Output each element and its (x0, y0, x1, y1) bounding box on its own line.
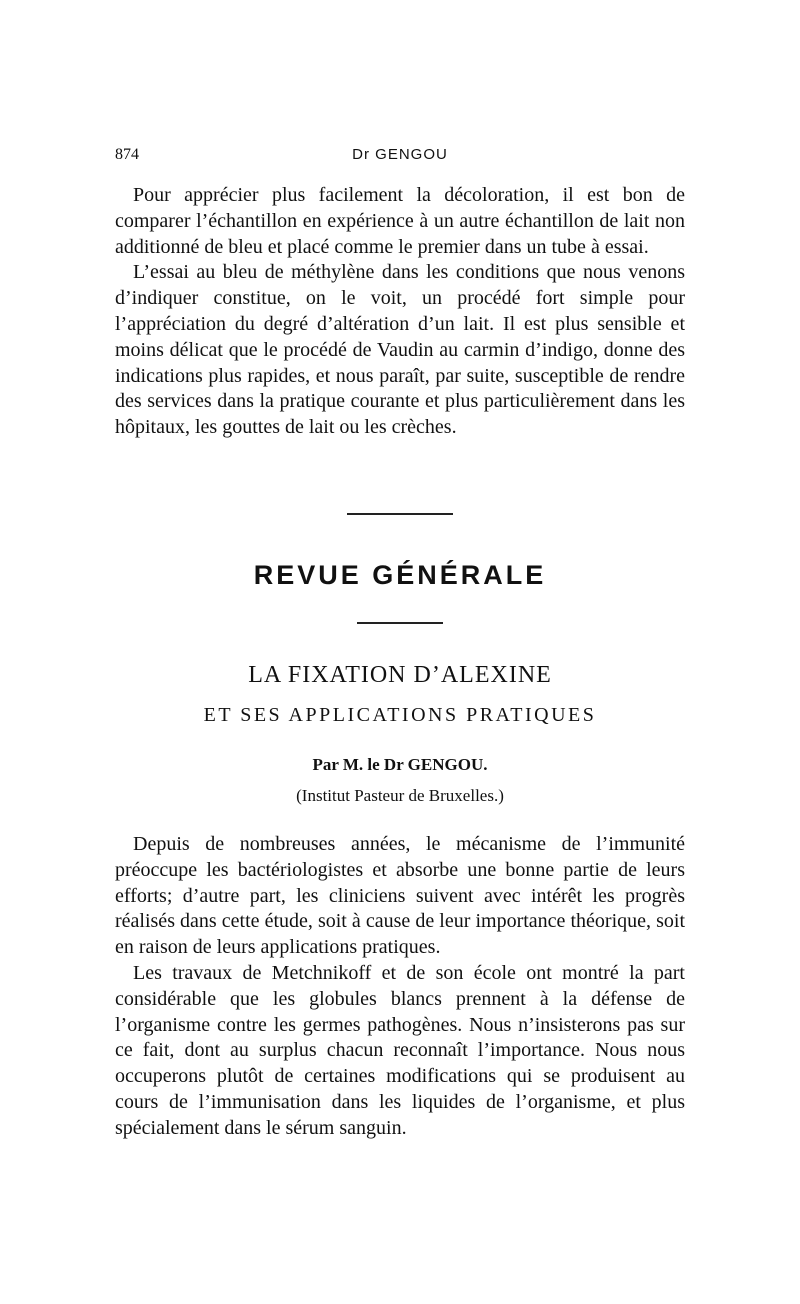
intro-paragraph-2: L’essai au bleu de méthylène dans les conditions que nous venons d’indiquer constitue, on le voit, un procédé fort simple pour l’appréciation du degré d’altération d’un lait. Il est plus sensible et moins délicat que le procédé de Vaudin au carmin d’indigo, donne des indications plus rapides, et nous paraît, par suite, susceptible de rendre des services dans la pratique courante et plus particulièrement dans les hôpitaux, les gouttes de lait ou les crèches. (115, 261, 685, 439)
section-divider-top (347, 513, 453, 515)
article-byline: Par M. le Dr GENGOU. (312, 755, 488, 774)
article-body (115, 832, 685, 1142)
section-divider-bottom (357, 622, 443, 624)
intro-text-block (115, 183, 685, 441)
running-title: Dr GENGOU (352, 146, 448, 163)
article-paragraph-2: Les travaux de Metchnikoff et de son école ont montré la part considérable que les globules blancs prennent à la défense de l’organisme contre les germes pathogènes. Nous n’insisterons pas sur ce fait, dont au surplus chacun reconnaît l’importance. Nous nous occuperons plutôt de certaines modifications qui se produisent au cours de l’immunisation dans les liquides de l’organisme, et plus spécialement dans le sérum sanguin. (115, 961, 685, 1139)
intro-paragraph-1: Pour apprécier plus facilement la décoloration, il est bon de comparer l’échantillon en expérience à un autre échantillon de lait non additionné de bleu et placé comme le premier dans un tube à essai. (115, 184, 685, 258)
running-header (115, 146, 685, 170)
article-affiliation: (Institut Pasteur de Bruxelles.) (296, 786, 504, 805)
article-title-line-2: ET SES APPLICATIONS PRATIQUES (203, 704, 597, 726)
section-title: REVUE GÉNÉRALE (253, 560, 547, 590)
page-number: 874 (115, 146, 139, 163)
article-title-line-1: LA FIXATION D’ALEXINE (248, 662, 552, 688)
article-paragraph-1: Depuis de nombreuses années, le mécanisme de l’immunité préoccupe les bactériologistes et absorbe une bonne partie de leurs efforts; d’autre part, les cliniciens suivent avec intérêt les progrès réalisés dans cette étude, soit à cause de leur importance théorique, soit en raison de leurs applications pratiques. (115, 833, 685, 959)
